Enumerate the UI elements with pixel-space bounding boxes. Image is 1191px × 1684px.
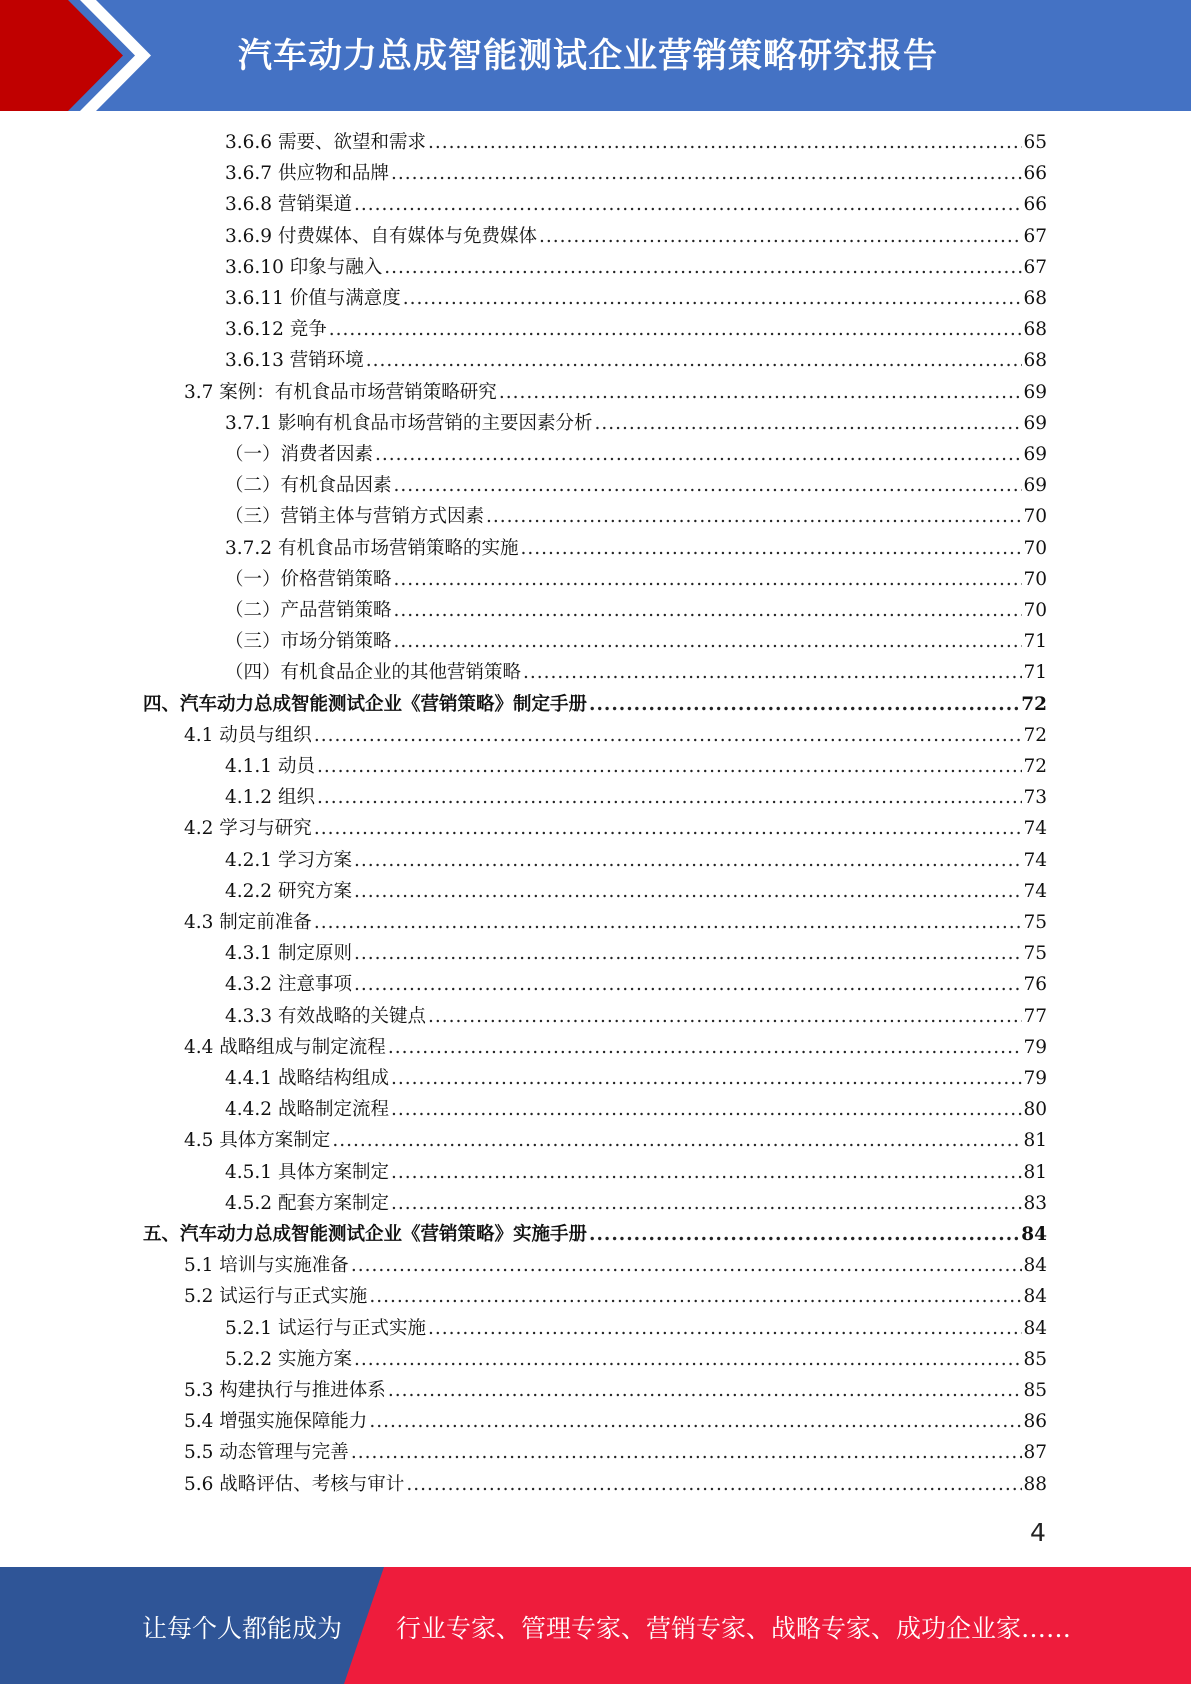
toc-entry-page: 66: [1023, 163, 1047, 185]
toc-entry[interactable]: [225, 439, 1047, 470]
toc-dot-leader: [351, 1250, 1023, 1281]
toc-entry[interactable]: [143, 689, 1047, 720]
toc-dot-leader: [388, 1375, 1023, 1406]
page-header: [0, 0, 1191, 111]
toc-dot-leader: [391, 1188, 1022, 1219]
toc-dot-leader: [317, 782, 1023, 813]
toc-entry[interactable]: [225, 501, 1047, 532]
toc-entry-page: 71: [1023, 631, 1047, 653]
toc-entry-page: 80: [1023, 1099, 1047, 1121]
toc-entry[interactable]: [225, 408, 1047, 439]
toc-dot-leader: [354, 1344, 1023, 1375]
toc-entry-title: 五、汽车动力总成智能测试企业《营销策略》实施手册: [143, 1224, 588, 1245]
toc-entry-title: 3.6.9 付费媒体、自有媒体与免费媒体: [225, 225, 537, 247]
toc-dot-leader: [384, 252, 1022, 283]
toc-entry[interactable]: [225, 127, 1047, 158]
toc-dot-leader: [428, 127, 1022, 158]
toc-dot-leader: [354, 189, 1023, 220]
toc-entry-page: 69: [1023, 444, 1047, 465]
toc-entry-title: （二）产品营销策略: [225, 600, 392, 621]
toc-entry-title: 4.4.1 战略结构组成: [225, 1068, 389, 1089]
toc-entry-title: 3.7.1 影响有机食品市场营销的主要因素分析: [225, 412, 593, 434]
toc-entry[interactable]: [225, 845, 1047, 876]
toc-entry-page: 70: [1023, 506, 1047, 528]
toc-entry[interactable]: [184, 813, 1047, 844]
toc-entry[interactable]: [184, 1375, 1047, 1406]
toc-dot-leader: [366, 345, 1023, 376]
toc-entry-title: 5.2.2 实施方案: [225, 1348, 352, 1370]
toc-entry[interactable]: [225, 1313, 1047, 1344]
toc-entry[interactable]: [225, 969, 1047, 1000]
toc-dot-leader: [391, 1063, 1022, 1094]
toc-entry-page: 76: [1023, 974, 1047, 996]
toc-dot-leader: [594, 408, 1022, 439]
toc-dot-leader: [394, 595, 1023, 626]
toc-entry-title: 5.2.1 试运行与正式实施: [225, 1317, 426, 1339]
toc-entry-page: 72: [1023, 724, 1047, 746]
toc-entry-page: 70: [1023, 568, 1047, 590]
toc-entry-page: 69: [1023, 475, 1047, 497]
toc-dot-leader: [314, 907, 1023, 938]
toc-dot-leader: [394, 626, 1023, 657]
toc-entry[interactable]: [225, 221, 1047, 252]
toc-dot-leader: [332, 1125, 1022, 1156]
toc-entry-title: （三）市场分销策略: [225, 631, 392, 653]
toc-entry[interactable]: [225, 1344, 1047, 1375]
toc-entry[interactable]: [225, 657, 1047, 688]
toc-entry[interactable]: [184, 720, 1047, 751]
toc-entry-title: 4.1.2 组织: [225, 787, 315, 809]
toc-entry-title: 4.3.2 注意事项: [225, 974, 352, 996]
toc-entry[interactable]: [225, 470, 1047, 501]
toc-entry-title: 4.5 具体方案制定: [184, 1130, 331, 1152]
toc-dot-leader: [314, 720, 1023, 751]
toc-entry-title: （一）价格营销策略: [225, 568, 392, 590]
toc-entry[interactable]: [184, 1125, 1047, 1156]
toc-entry[interactable]: [143, 1219, 1047, 1250]
toc-entry-title: 4.2 学习与研究: [184, 818, 312, 840]
toc-entry[interactable]: [225, 564, 1047, 595]
toc-dot-leader: [317, 751, 1023, 782]
toc-entry-page: 75: [1023, 943, 1047, 965]
toc-entry-page: 83: [1023, 1192, 1047, 1214]
toc-entry-title: 4.5.2 配套方案制定: [225, 1192, 389, 1214]
toc-entry-title: （二）有机食品因素: [225, 475, 392, 497]
toc-entry-page: 67: [1023, 256, 1047, 278]
report-title: 汽车动力总成智能测试企业营销策略研究报告: [238, 36, 938, 76]
toc-entry-page: 77: [1023, 1005, 1047, 1027]
toc-entry-title: 5.6 战略评估、考核与审计: [184, 1473, 405, 1495]
toc-dot-leader: [369, 1406, 1022, 1437]
toc-dot-leader: [539, 221, 1022, 252]
page-footer: [0, 1567, 1191, 1684]
toc-entry-page: 85: [1023, 1380, 1047, 1401]
toc-entry-title: （三）营销主体与营销方式因素: [225, 506, 485, 528]
toc-entry-page: 79: [1023, 1036, 1047, 1058]
toc-entry[interactable]: [184, 1406, 1047, 1437]
toc-entry[interactable]: [184, 1250, 1047, 1281]
toc-dot-leader: [394, 564, 1023, 595]
toc-entry-title: （四）有机食品企业的其他营销策略: [225, 662, 522, 684]
toc-entry-page: 69: [1023, 381, 1047, 403]
toc-entry-title: 3.6.11 价值与满意度: [225, 288, 401, 309]
toc-entry-title: （一）消费者因素: [225, 444, 374, 465]
toc-entry-page: 79: [1023, 1068, 1047, 1089]
toc-entry[interactable]: [225, 533, 1047, 564]
toc-entry[interactable]: [225, 1001, 1047, 1032]
toc-entry-title: 4.3.3 有效战略的关键点: [225, 1005, 426, 1027]
toc-entry-title: 5.5 动态管理与完善: [184, 1442, 349, 1464]
toc-entry-page: 74: [1023, 880, 1047, 902]
toc-entry-page: 74: [1023, 818, 1047, 840]
toc-dot-leader: [354, 969, 1023, 1000]
toc-entry[interactable]: [225, 1188, 1047, 1219]
toc-dot-leader: [403, 283, 1023, 314]
toc-entry[interactable]: [184, 907, 1047, 938]
toc-dot-leader: [388, 1032, 1023, 1063]
toc-dot-leader: [406, 1469, 1022, 1500]
toc-dot-leader: [499, 377, 1023, 408]
toc-entry[interactable]: [225, 189, 1047, 220]
toc-entry-page: 67: [1023, 225, 1047, 247]
toc-entry-title: 4.3.1 制定原则: [225, 943, 352, 965]
toc-entry-title: 3.6.13 营销环境: [225, 350, 364, 372]
toc-entry-page: 84: [1023, 1255, 1047, 1277]
header-chevron-decoration: [0, 0, 160, 111]
toc-entry-title: 4.2.1 学习方案: [225, 849, 352, 871]
toc-dot-leader: [428, 1313, 1022, 1344]
toc-entry[interactable]: [184, 1469, 1047, 1500]
toc-entry-page: 65: [1023, 132, 1047, 153]
toc-entry-page: 88: [1023, 1473, 1047, 1495]
toc-entry[interactable]: [225, 158, 1047, 189]
toc-dot-leader: [351, 1437, 1023, 1468]
toc-entry-page: 68: [1023, 288, 1047, 309]
toc-entry-page: 66: [1023, 194, 1047, 216]
toc-entry-title: 3.6.10 印象与融入: [225, 256, 383, 278]
toc-dot-leader: [375, 439, 1022, 470]
toc-dot-leader: [314, 813, 1023, 844]
toc-entry-page: 72: [1023, 756, 1047, 777]
toc-dot-leader: [391, 1157, 1022, 1188]
toc-dot-leader: [589, 1219, 1020, 1250]
toc-entry[interactable]: [225, 1063, 1047, 1094]
toc-entry[interactable]: [225, 252, 1047, 283]
toc-entry-page: 70: [1023, 600, 1047, 621]
toc-entry-page: 75: [1023, 912, 1047, 933]
toc-dot-leader: [354, 938, 1023, 969]
toc-entry[interactable]: [184, 1032, 1047, 1063]
toc-entry[interactable]: [225, 751, 1047, 782]
toc-entry-page: 72: [1021, 693, 1047, 715]
toc-entry-title: 5.4 增强实施保障能力: [184, 1411, 368, 1433]
toc-entry-page: 68: [1023, 350, 1047, 372]
toc-dot-leader: [589, 689, 1020, 720]
toc-entry[interactable]: [225, 345, 1047, 376]
toc-dot-leader: [523, 657, 1022, 688]
toc-entry-title: 4.5.1 具体方案制定: [225, 1161, 389, 1183]
toc-entry-page: 70: [1023, 537, 1047, 559]
toc-entry[interactable]: [225, 283, 1047, 314]
toc-entry[interactable]: [225, 314, 1047, 345]
toc-entry-page: 84: [1021, 1224, 1047, 1245]
toc-dot-leader: [329, 314, 1023, 345]
toc-entry[interactable]: [225, 1157, 1047, 1188]
toc-entry-title: 四、汽车动力总成智能测试企业《营销策略》制定手册: [143, 693, 588, 715]
toc-entry-page: 84: [1023, 1317, 1047, 1339]
toc-entry-title: 5.3 构建执行与推进体系: [184, 1380, 386, 1401]
toc-entry-title: 4.4 战略组成与制定流程: [184, 1036, 386, 1058]
toc-entry-page: 86: [1023, 1411, 1047, 1433]
toc-entry[interactable]: [225, 782, 1047, 813]
toc-entry-title: 3.7 案例：有机食品市场营销策略研究: [184, 381, 497, 403]
toc-dot-leader: [369, 1281, 1022, 1312]
toc-entry-page: 69: [1023, 412, 1047, 434]
toc-entry-title: 4.2.2 研究方案: [225, 880, 352, 902]
toc-entry-title: 3.6.12 竞争: [225, 319, 327, 341]
toc-entry-title: 4.1 动员与组织: [184, 724, 312, 746]
toc-entry[interactable]: [184, 1437, 1047, 1468]
toc-entry[interactable]: [225, 595, 1047, 626]
toc-entry[interactable]: [225, 938, 1047, 969]
toc-entry-page: 85: [1023, 1348, 1047, 1370]
toc-entry-page: 84: [1023, 1286, 1047, 1308]
toc-entry[interactable]: [225, 876, 1047, 907]
toc-entry-title: 5.2 试运行与正式实施: [184, 1286, 368, 1308]
toc-dot-leader: [428, 1001, 1022, 1032]
toc-entry-title: 3.7.2 有机食品市场营销策略的实施: [225, 537, 519, 559]
toc-entry-title: 4.1.1 动员: [225, 756, 315, 777]
toc-dot-leader: [520, 533, 1022, 564]
toc-dot-leader: [391, 158, 1022, 189]
toc-entry[interactable]: [225, 626, 1047, 657]
toc-dot-leader: [354, 845, 1023, 876]
toc-entry-title: 3.6.7 供应物和品牌: [225, 163, 389, 185]
toc-entry-title: 4.4.2 战略制定流程: [225, 1099, 389, 1121]
toc-entry-page: 68: [1023, 319, 1047, 341]
toc-entry[interactable]: [184, 377, 1047, 408]
toc-entry-title: 4.3 制定前准备: [184, 912, 312, 933]
toc-entry-page: 81: [1023, 1130, 1047, 1152]
toc-dot-leader: [391, 1094, 1022, 1125]
footer-slogan-right: 行业专家、管理专家、营销专家、战略专家、成功企业家……: [396, 1614, 1072, 1643]
page-number: 4: [1030, 1518, 1046, 1547]
toc-entry-page: 87: [1023, 1442, 1047, 1464]
toc-entry-page: 81: [1023, 1161, 1047, 1183]
footer-slogan-left: 让每个人都能成为: [142, 1614, 343, 1643]
toc-entry-title: 5.1 培训与实施准备: [184, 1255, 349, 1277]
toc-entry-page: 73: [1023, 787, 1047, 809]
toc-entry-title: 3.6.6 需要、欲望和需求: [225, 132, 426, 153]
toc-entry-page: 71: [1023, 662, 1047, 684]
toc-dot-leader: [354, 876, 1023, 907]
toc-entry[interactable]: [184, 1281, 1047, 1312]
toc-entry-page: 74: [1023, 849, 1047, 871]
toc-dot-leader: [394, 470, 1023, 501]
toc-entry-title: 3.6.8 营销渠道: [225, 194, 352, 216]
toc-entry[interactable]: [225, 1094, 1047, 1125]
toc-dot-leader: [486, 501, 1022, 532]
